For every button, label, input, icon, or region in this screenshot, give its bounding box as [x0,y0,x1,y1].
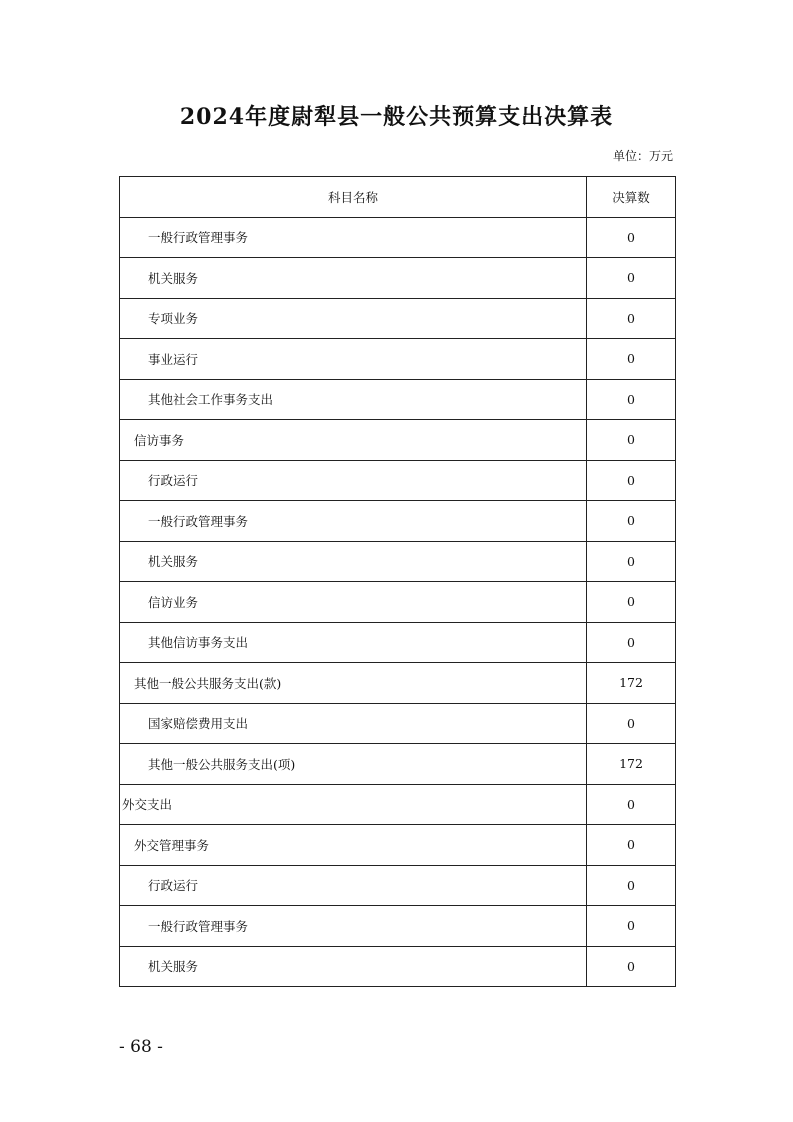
row-subject-name: 行政运行 [120,865,587,906]
table-row [120,501,676,542]
row-subject-name: 外交管理事务 [120,825,587,866]
table-row [120,379,676,420]
header-final-amount: 决算数 [587,177,676,218]
row-subject-name: 其他社会工作事务支出 [120,379,587,420]
row-final-amount: 0 [587,379,676,420]
row-final-amount: 0 [587,946,676,987]
row-final-amount: 0 [587,703,676,744]
row-final-amount: 0 [587,865,676,906]
table-row [120,703,676,744]
row-subject-name: 信访业务 [120,582,587,623]
table-row [120,946,676,987]
row-final-amount: 0 [587,825,676,866]
table-row [120,460,676,501]
row-final-amount: 0 [587,217,676,258]
row-final-amount: 172 [587,663,676,704]
row-final-amount: 0 [587,784,676,825]
row-final-amount: 0 [587,339,676,380]
row-subject-name: 专项业务 [120,298,587,339]
row-subject-name: 外交支出 [120,784,587,825]
row-subject-name: 机关服务 [120,258,587,299]
table-row [120,622,676,663]
row-subject-name: 一般行政管理事务 [120,217,587,258]
row-final-amount: 0 [587,258,676,299]
row-subject-name: 国家赔偿费用支出 [120,703,587,744]
row-subject-name: 信访事务 [120,420,587,461]
row-final-amount: 172 [587,744,676,785]
row-subject-name: 一般行政管理事务 [120,906,587,947]
table-row [120,339,676,380]
row-final-amount: 0 [587,298,676,339]
table-row [120,825,676,866]
row-subject-name: 行政运行 [120,460,587,501]
table-row [120,865,676,906]
table-header-row [120,177,676,218]
row-final-amount: 0 [587,906,676,947]
row-subject-name: 机关服务 [120,541,587,582]
table-row [120,744,676,785]
row-subject-name: 其他信访事务支出 [120,622,587,663]
unit-label: 单位：万元 [612,149,673,163]
page-title: 2024年度尉犁县一般公共预算支出决算表 [179,104,614,130]
row-final-amount: 0 [587,582,676,623]
table-row [120,663,676,704]
table-row [120,784,676,825]
row-final-amount: 0 [587,501,676,542]
table-row [120,217,676,258]
table-row [120,420,676,461]
row-final-amount: 0 [587,420,676,461]
page-number: - 68 - [119,1037,163,1057]
table-row [120,298,676,339]
row-subject-name: 其他一般公共服务支出(项) [120,744,587,785]
budget-table [119,176,676,987]
row-subject-name: 其他一般公共服务支出(款) [120,663,587,704]
row-final-amount: 0 [587,460,676,501]
row-subject-name: 机关服务 [120,946,587,987]
row-final-amount: 0 [587,622,676,663]
row-subject-name: 一般行政管理事务 [120,501,587,542]
row-subject-name: 事业运行 [120,339,587,380]
table-row [120,541,676,582]
table-row [120,906,676,947]
header-subject-name: 科目名称 [120,177,587,218]
table-row [120,258,676,299]
table-row [120,582,676,623]
row-final-amount: 0 [587,541,676,582]
